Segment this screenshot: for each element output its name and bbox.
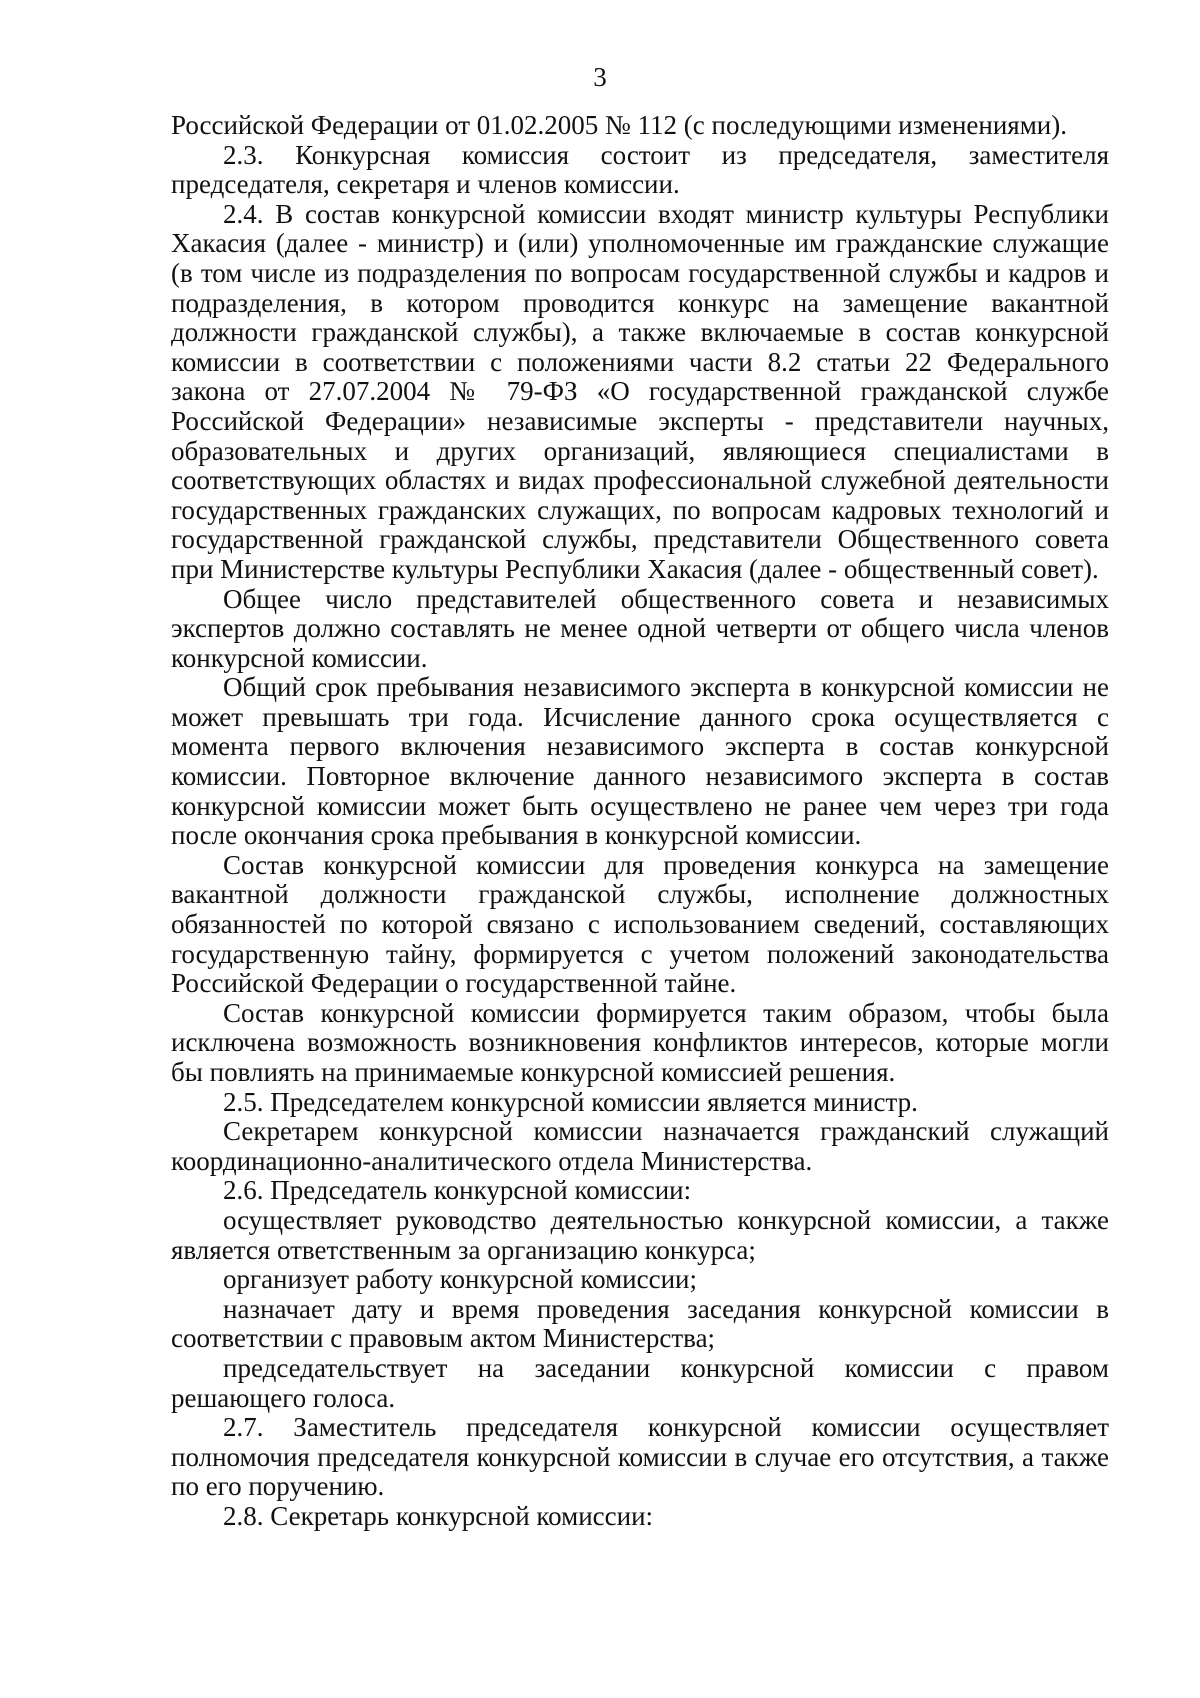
paragraph-representatives-share: Общее число представителей общественного совета и независимых экспертов должно составлять не менее одной четверти от общего числа членов конкурсной комиссии. <box>171 583 1109 673</box>
paragraph-2-3: 2.3. Конкурсная комиссия состоит из председателя, заместителя председателя, секретаря и членов комиссии. <box>171 139 1109 200</box>
paragraph-2-4: 2.4. В состав конкурсной комиссии входят министр культуры Республики Хакасия (далее - министр) и (или) уполномоченные им гражданские служащие (в том числе из подразделения по вопросам государственной службы и кадров и подразделения, в котором проводится конкурс на замещение вакантной должности гражданской службы), а также включаемые в состав конкурсной комиссии в соответствии с положениями части 8.2 статьи 22 Федерального закона от 27.07.2004 № 79-ФЗ «О государственной гражданской службе Российской Федерации» независимые эксперты - представители научных, образовательных и других организаций, являющиеся специалистами в соответствующих областях и видах профессиональной служебной деятельности государственных гражданских служащих, по вопросам кадровых технологий и государственной гражданской службы, представители Общественного совета при Министерстве культуры Республики Хакасия (далее - общественный совет). <box>171 198 1109 584</box>
paragraph-2-5: 2.5. Председателем конкурсной комиссии является министр. <box>223 1086 918 1117</box>
paragraph-secretary-appointment: Секретарем конкурсной комиссии назначается гражданский служащий координационно-аналитического отдела Министерства. <box>171 1116 1109 1176</box>
paragraph-2-8: 2.8. Секретарь конкурсной комиссии: <box>223 1500 654 1531</box>
paragraph-expert-term: Общий срок пребывания независимого эксперта в конкурсной комиссии не может превышать три года. Исчисление данного срока осуществляется с момента первого включения независимого эксперта в состав конкурсной комиссии. Повторное включение данного независимого эксперта в состав конкурсной комиссии может быть осуществлено не ранее чем через три года после окончания срока пребывания в конкурсной комиссии. <box>171 672 1109 851</box>
document-body <box>171 111 1109 1532</box>
paragraph-state-secret: Состав конкурсной комиссии для проведения конкурса на замещение вакантной должности гражданской службы, исполнение должностных обязанностей по которой связано с использованием сведений, составляющих государственную тайну, формируется с учетом положений законодательства Российской Федерации о государственной тайне. <box>171 849 1109 999</box>
paragraph-chairman-duty-3: назначает дату и время проведения заседания конкурсной комиссии в соответствии с правовым актом Министерства; <box>171 1293 1109 1354</box>
paragraph-continuation: Российской Федерации от 01.02.2005 № 112 (с последующими изменениями). <box>171 110 1067 140</box>
paragraph-chairman-duty-4: председательствует на заседании конкурсной комиссии с правом решающего голоса. <box>171 1352 1109 1413</box>
paragraph-chairman-duty-2: организует работу конкурсной комиссии; <box>223 1264 697 1295</box>
paragraph-chairman-duty-1: осуществляет руководство деятельностью конкурсной комиссии, а также является ответственным за организацию конкурса; <box>171 1204 1109 1265</box>
paragraph-2-6: 2.6. Председатель конкурсной комиссии: <box>223 1175 692 1206</box>
paragraph-2-7: 2.7. Заместитель председателя конкурсной комиссии осуществляет полномочия председателя конкурсной комиссии в случае его отсутствия, а также по его поручению. <box>171 1412 1109 1502</box>
paragraph-conflict-of-interest: Состав конкурсной комиссии формируется таким образом, чтобы была исключена возможность возникновения конфликтов интересов, которые могли бы повлиять на принимаемые конкурсной комиссией решения. <box>171 997 1109 1087</box>
page-number: 3 <box>593 62 607 92</box>
